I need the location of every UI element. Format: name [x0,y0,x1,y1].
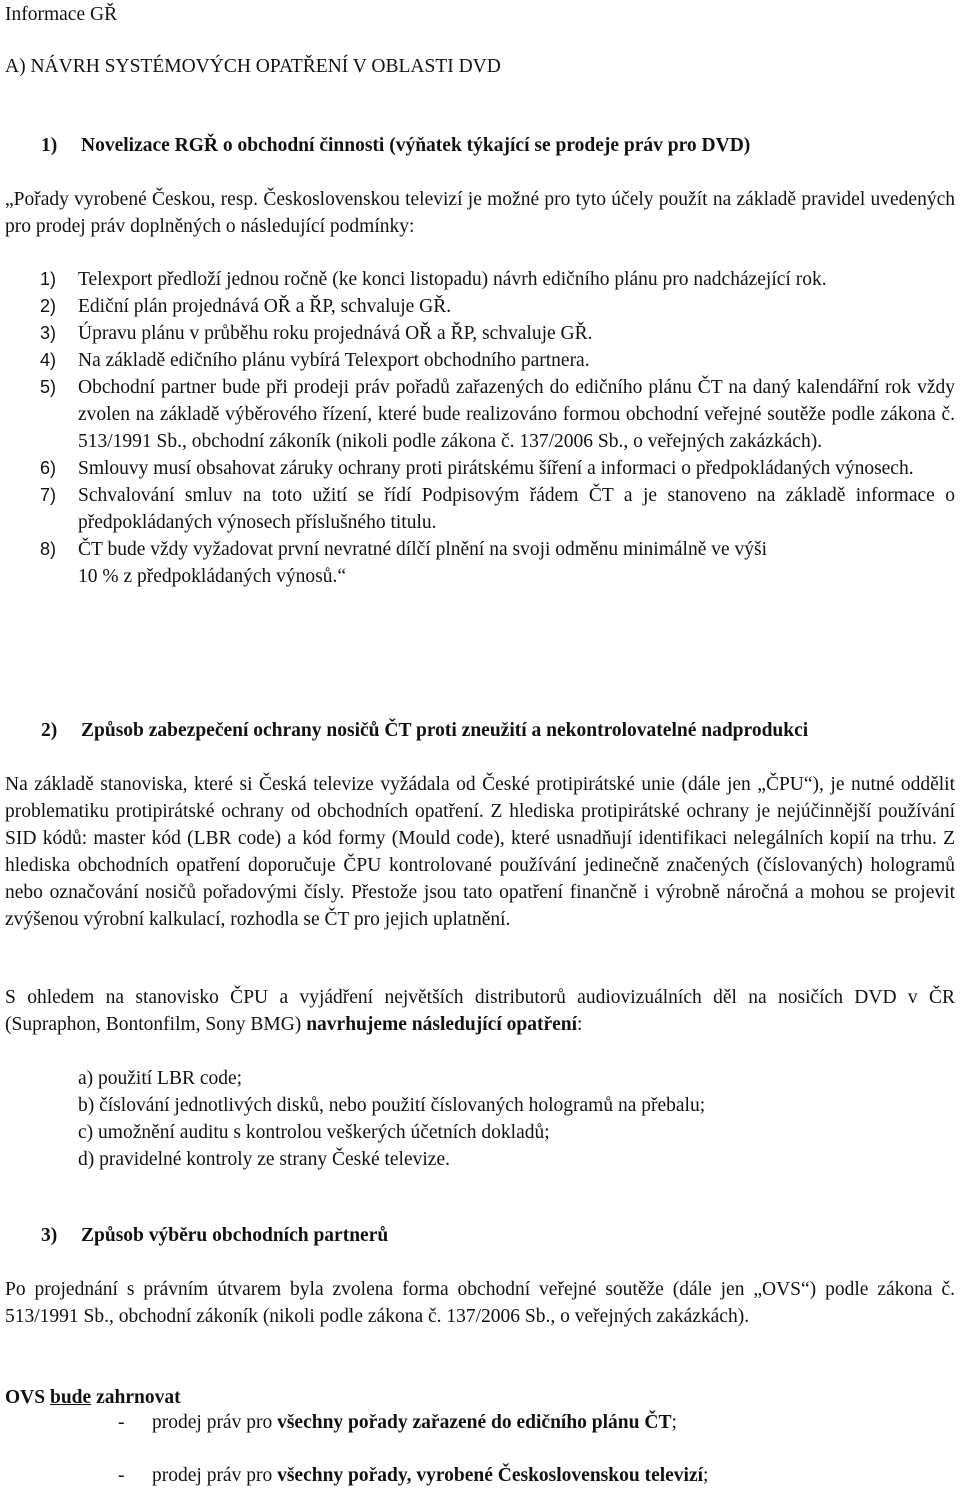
rule-number: 3) [40,323,57,343]
section-3-paragraph: Po projednání s právním útvarem byla zvolena forma obchodní veřejné soutěže (dále jen „OVS“) podle zákona č. 513/1991 Sb., obchodní zákoník (nikoli podle zákona č. 137/2006 Sb., o veřejných zakázkách). [5,1279,955,1327]
ovs-verb: zahrnovat [96,1387,181,1408]
section-1-intro: „Pořady vyrobené Českou, resp. Československou televizí je možné pro tyto účely použít na základě pravidel uvedených pro prodej práv doplněných o následující podmínky: [5,189,955,237]
section-2-heading [5,717,955,744]
section-a-heading: A) NÁVRH SYSTÉMOVÝCH OPATŘENÍ V OBLASTI DVD [5,56,501,77]
ovs-underlined: bude [49,1387,92,1408]
section-1-number: 1) [41,135,58,156]
rule-text: Úpravu plánu v průběhu roku projednává OŘ a ŘP, schvaluje GŘ. [78,323,593,344]
ovs-bullet [5,1409,955,1436]
rule-text: Na základě edičního plánu vybírá Telexport obchodního partnera. [78,350,590,371]
document-page [5,0,955,1486]
section-1-heading [5,132,955,159]
rule-number: 2) [40,296,57,316]
rule-item [5,536,955,590]
rule-text: ČT bude vždy vyžadovat první nevratné dílčí plnění na svoji odměnu minimálně ve výši [78,539,768,560]
rule-number: 1) [40,269,57,289]
rule-item [5,320,955,347]
section-1-title: Novelizace RGŘ o obchodní činnosti (výňatek týkající se prodeje práv pro DVD) [81,135,751,156]
rule-text: Ediční plán projednává OŘ a ŘP, schvaluje GŘ. [78,296,452,317]
ovs-line [5,1384,955,1411]
document-title: Informace GŘ [5,4,118,25]
bullet-text: prodej práv pro [152,1412,273,1433]
rule-number: 6) [40,458,57,478]
rule-text-continuation: 10 % z předpokládaných výnosů.“ [78,566,347,587]
rule-item [5,266,955,293]
rule-number: 7) [40,485,57,505]
rule-item [5,482,955,536]
rule-item [5,455,955,482]
measures-list [5,1065,955,1173]
measure-item: c) umožnění auditu s kontrolou veškerých účetních dokladů; [78,1122,550,1143]
section-3-number: 3) [41,1225,58,1246]
rule-number: 8) [40,539,57,559]
section-2-paragraph-1: Na základě stanoviska, které si Česká televize vyžádala od České protipirátské unie (dále jen „ČPU“), je nutné oddělit problematiku protipirátské ochrany od obchodních opatření. Z hlediska protipirátské ochrany je nejúčinnější používání SID kódů: master kód (LBR code) a kód formy (Mould code), které usnadňují identifikaci nelegálních kopií na trhu. Z hlediska obchodních opatření doporučuje ČPU kontrolované používání jedinečně značených (číslovaných) hologramů nebo označování nosičů pořadovými čísly. Přestože jsou tato opatření finančně i výrobně náročná a mohou se projevit zvýšenou výrobní kalkulací, rozhodla se ČT pro jejich uplatnění. [5,774,955,930]
section-2-number: 2) [41,720,58,741]
paragraph-text: S ohledem na stanovisko ČPU a vyjádření největších distributorů audiovizuálních děl na nosičích DVD v ČR (Supraphon, Bontonfilm, Sony BMG) [5,987,955,1035]
section-2-paragraph-2 [5,984,955,1038]
dash-marker: - [118,1412,125,1433]
rule-text: Obchodní partner bude při prodeji práv pořadů zařazených do edičního plánu ČT na daný kalendářní rok vždy zvolen na základě výběrového řízení, které bude realizováno formou obchodní veřejné soutěže podle zákona č. 513/1991 Sb., obchodní zákoník (nikoli podle zákona č. 137/2006 Sb., o veřejných zakázkách). [78,377,955,452]
measure-item: a) použití LBR code; [78,1068,243,1089]
bullet-emphasis: všechny pořady, vyrobené Československou televizí [277,1465,704,1486]
rule-item [5,374,955,455]
measure-item: b) číslování jednotlivých disků, nebo použití číslovaných hologramů na přebalu; [78,1095,706,1116]
section-3-heading [5,1222,955,1249]
rule-text: Smlouvy musí obsahovat záruky ochrany proti pirátskému šíření a informaci o předpokládaných výnosech. [78,458,914,479]
section-3-title: Způsob výběru obchodních partnerů [81,1225,389,1246]
rule-text: Schvalování smluv na toto užití se řídí Podpisovým řádem ČT a je stanoveno na základě informace o předpokládaných výnosech příslušného titulu. [78,485,955,533]
dash-marker: - [118,1465,125,1486]
rule-item [5,347,955,374]
bullet-end: ; [671,1412,677,1433]
rule-item [5,293,955,320]
bullet-emphasis: všechny pořady zařazené do edičního plánu ČT [277,1412,672,1433]
ovs-bullet [5,1462,955,1489]
bullet-end: ; [703,1465,709,1486]
ovs-label: OVS [5,1387,46,1408]
rule-number: 4) [40,350,57,370]
paragraph-colon: : [577,1014,583,1035]
bullet-text: prodej práv pro [152,1465,273,1486]
rule-number: 5) [40,377,57,397]
section-2-title: Způsob zabezpečení ochrany nosičů ČT proti zneužití a nekontrolovatelné nadprodukci [81,720,809,741]
rule-text: Telexport předloží jednou ročně (ke konci listopadu) návrh edičního plánu pro nadcházející rok. [78,269,827,290]
rules-list [5,266,955,590]
paragraph-emphasis: navrhujeme následující opatření [306,1014,578,1035]
measure-item: d) pravidelné kontroly ze strany České televize. [78,1149,450,1170]
